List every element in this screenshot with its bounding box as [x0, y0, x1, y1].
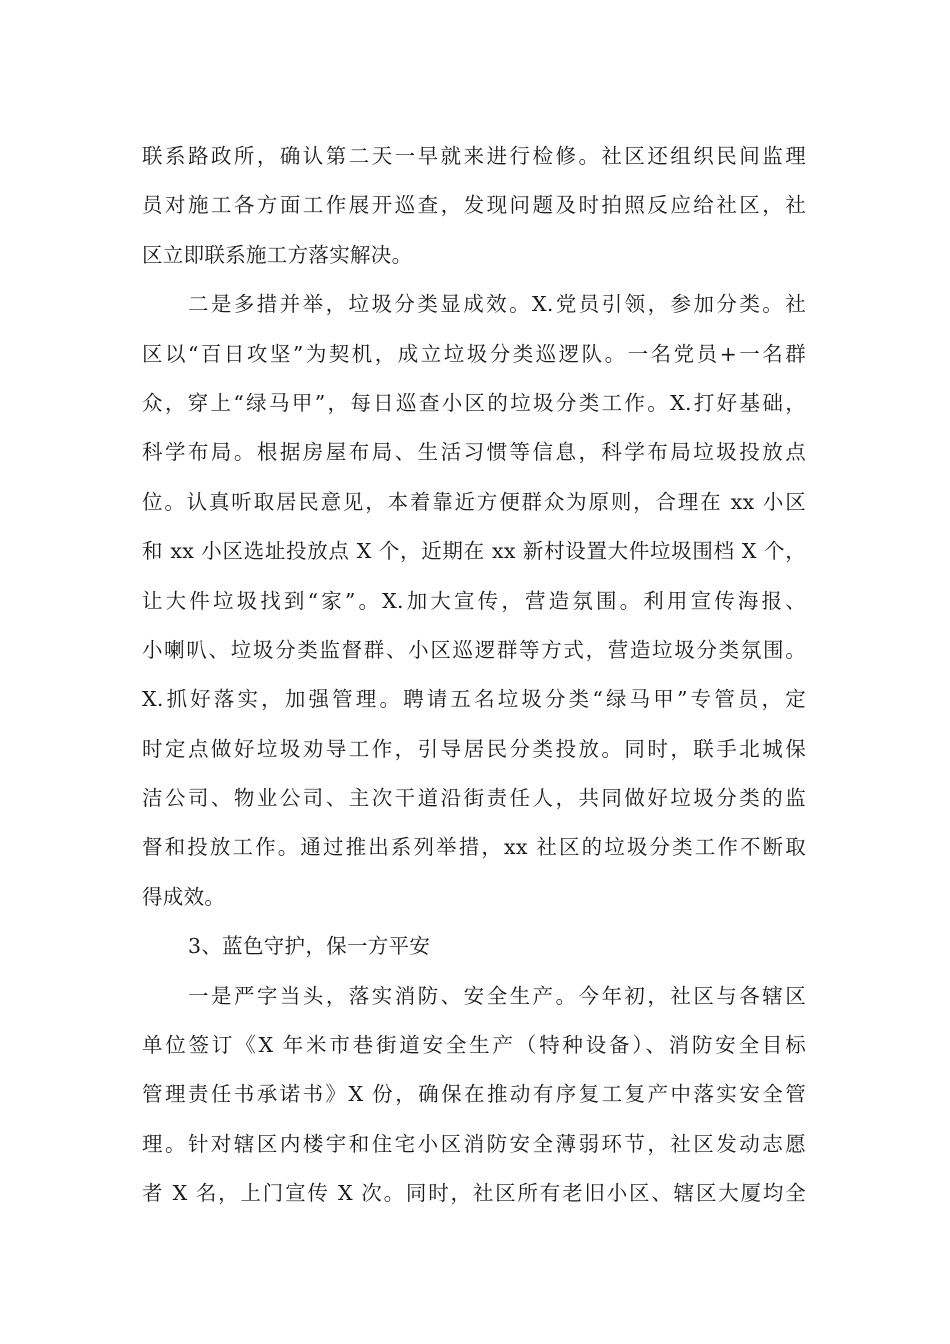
text-line: 督和投放工作。通过推出系列举措，xx 社区的垃圾分类工作不断取	[142, 835, 806, 860]
text-line: 让大件垃圾找到“家”。X.加大宣传，营造氛围。利用宣传海报、	[142, 588, 806, 613]
heading-line: 3、蓝色守护，保一方平安	[188, 934, 431, 959]
text-line: 员对施工各方面工作展开巡查，发现问题及时拍照反应给社区，社	[142, 193, 806, 218]
section-heading	[142, 922, 806, 971]
text-line: 联系路政所，确认第二天一早就来进行检修。社区还组织民间监理	[142, 144, 806, 168]
text-line: 众，穿上“绿马甲”，每日巡查小区的垃圾分类工作。X.打好基础，	[142, 390, 806, 415]
text-line: 得成效。	[142, 884, 226, 909]
text-line: 区立即联系施工方落实解决。	[142, 242, 413, 267]
text-line: 二是多措并举，垃圾分类显成效。X.党员引领，参加分类。社	[188, 292, 806, 317]
text-line: 小喇叭、垃圾分类监督群、小区巡逻群等方式，营造垃圾分类氛围。	[142, 637, 806, 662]
text-line: 位。认真听取居民意见，本着靠近方便群众为原则，合理在 xx 小区	[142, 489, 806, 514]
document-page	[142, 132, 806, 1219]
paragraph-road-repair	[142, 132, 806, 280]
text-line: 和 xx 小区选址投放点 X 个，近期在 xx 新村设置大件垃圾围档 X 个，	[142, 539, 806, 564]
text-line: 者 X 名，上门宣传 X 次。同时，社区所有老旧小区、辖区大厦均全	[142, 1181, 806, 1206]
paragraph-fire-safety	[142, 972, 806, 1219]
text-line: 区以“百日攻坚”为契机，成立垃圾分类巡逻队。一名党员+一名群	[142, 341, 806, 366]
text-line: 管理责任书承诺书》X 份，确保在推动有序复工复产中落实安全管	[142, 1082, 806, 1107]
text-line: 单位签订《X 年米市巷街道安全生产（特种设备）、消防安全目标	[142, 1033, 806, 1058]
paragraph-garbage-sorting	[142, 280, 806, 922]
text-line: 时定点做好垃圾劝导工作，引导居民分类投放。同时，联手北城保	[142, 736, 806, 761]
text-line: 一是严字当头，落实消防、安全生产。今年初，社区与各辖区	[188, 983, 806, 1008]
text-line: 洁公司、物业公司、主次干道沿街责任人，共同做好垃圾分类的监	[142, 786, 806, 811]
text-line: 理。针对辖区内楼宇和住宅小区消防安全薄弱环节，社区发动志愿	[142, 1131, 806, 1156]
text-line: 科学布局。根据房屋布局、生活习惯等信息，科学布局垃圾投放点	[142, 440, 806, 465]
text-line: X.抓好落实，加强管理。聘请五名垃圾分类“绿马甲”专管员，定	[142, 687, 806, 712]
